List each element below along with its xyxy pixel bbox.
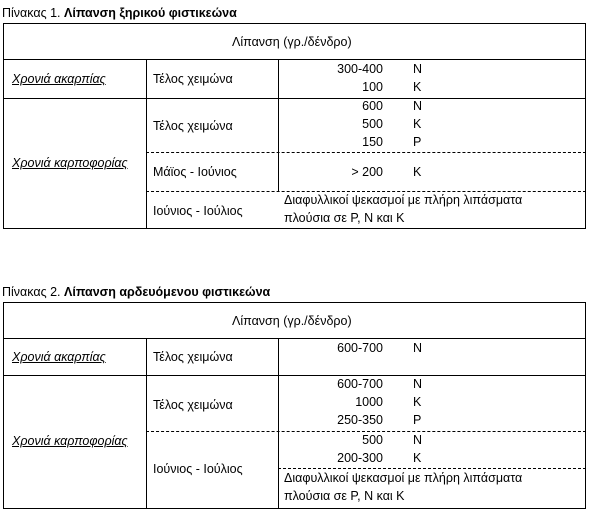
table2-r2-nut3: P — [413, 413, 422, 427]
table2-r2-time: Τέλος χειμώνα — [153, 398, 233, 412]
table1-r2-dose2: 500 — [362, 117, 383, 131]
table2-r3-nut2: K — [413, 451, 422, 465]
table1-r4-note-line2: πλούσια σε P, N και K — [284, 211, 405, 225]
table1-col-divider-2 — [278, 59, 279, 192]
table1-r1-nut1: N — [413, 62, 423, 76]
table2-caption — [2, 285, 270, 299]
table2-r2-dose1: 600-700 — [337, 377, 383, 391]
table1-r1-time: Τέλος χειμώνα — [153, 72, 233, 86]
table1-r2-dose3: 150 — [362, 135, 383, 149]
table2-r1-dose1: 600-700 — [337, 341, 383, 355]
table1-r4-time: Ιούνιος - Ιούλιος — [153, 204, 243, 218]
table1-col-divider-1 — [146, 59, 147, 229]
table1-r3-time: Μάϊος - Ιούνιος — [153, 165, 237, 179]
table1-period-nonbearing: Χρονιά ακαρπίας — [12, 72, 106, 86]
table2-r3-time: Ιούνιος - Ιούλιος — [153, 462, 243, 476]
table2-r2-nut2: K — [413, 395, 422, 409]
table2-row-divider-1 — [3, 375, 586, 376]
table1-caption-prefix: Πίνακας 1. — [2, 6, 61, 20]
table2-caption-prefix: Πίνακας 2. — [2, 285, 61, 299]
table1-period-bearing: Χρονιά καρποφορίας — [12, 156, 128, 170]
table2-col-divider-2 — [278, 338, 279, 509]
table2-period-bearing: Χρονιά καρποφορίας — [12, 434, 128, 448]
table1-r2-nut3: P — [413, 135, 422, 149]
table2-r2-nut1: N — [413, 377, 423, 391]
table1-r2-nut1: N — [413, 99, 423, 113]
table1-header-divider — [3, 59, 586, 60]
table2-r2-dose2: 1000 — [355, 395, 383, 409]
table1-row-divider-2 — [146, 152, 586, 153]
table2-r3-note-line2: πλούσια σε P, N και K — [284, 489, 405, 503]
table2-r3-dose2: 200-300 — [337, 451, 383, 465]
table1-r1-nut2: K — [413, 80, 422, 94]
table1-caption — [2, 6, 237, 20]
table2-row-divider-3 — [278, 468, 586, 469]
table2-header-divider — [3, 338, 586, 339]
table1-r1-dose1: 300-400 — [337, 62, 383, 76]
table2-period-nonbearing: Χρονιά ακαρπίας — [12, 350, 106, 364]
table1-r4-note-line1: Διαφυλλικοί ψεκασμοί με πλήρη λιπάσματα — [284, 193, 523, 207]
table1-r3-dose1: > 200 — [351, 165, 383, 179]
table2-r3-note-line1: Διαφυλλικοί ψεκασμοί με πλήρη λιπάσματα — [284, 471, 523, 485]
table1-r2-dose1: 600 — [362, 99, 383, 113]
table1-r3-nut1: K — [413, 165, 422, 179]
table2-caption-title: Λίπανση αρδευόμενου φιστικεώνα — [64, 285, 271, 299]
table1-r1-dose2: 100 — [362, 80, 383, 94]
table2-col-divider-1 — [146, 338, 147, 509]
table1-row-divider-1 — [3, 98, 586, 99]
table1-r2-nut2: K — [413, 117, 422, 131]
table1-r2-time: Τέλος χειμώνα — [153, 119, 233, 133]
table2-r3-dose1: 500 — [362, 433, 383, 447]
table1-header: Λίπανση (γρ./δένδρο) — [232, 35, 352, 49]
table2-r2-dose3: 250-350 — [337, 413, 383, 427]
table2-r3-nut1: N — [413, 433, 423, 447]
table2-r1-time: Τέλος χειμώνα — [153, 350, 233, 364]
table2-r1-nut1: N — [413, 341, 423, 355]
table1-caption-title: Λίπανση ξηρικού φιστικεώνα — [64, 6, 237, 20]
table2-header: Λίπανση (γρ./δένδρο) — [232, 314, 352, 328]
